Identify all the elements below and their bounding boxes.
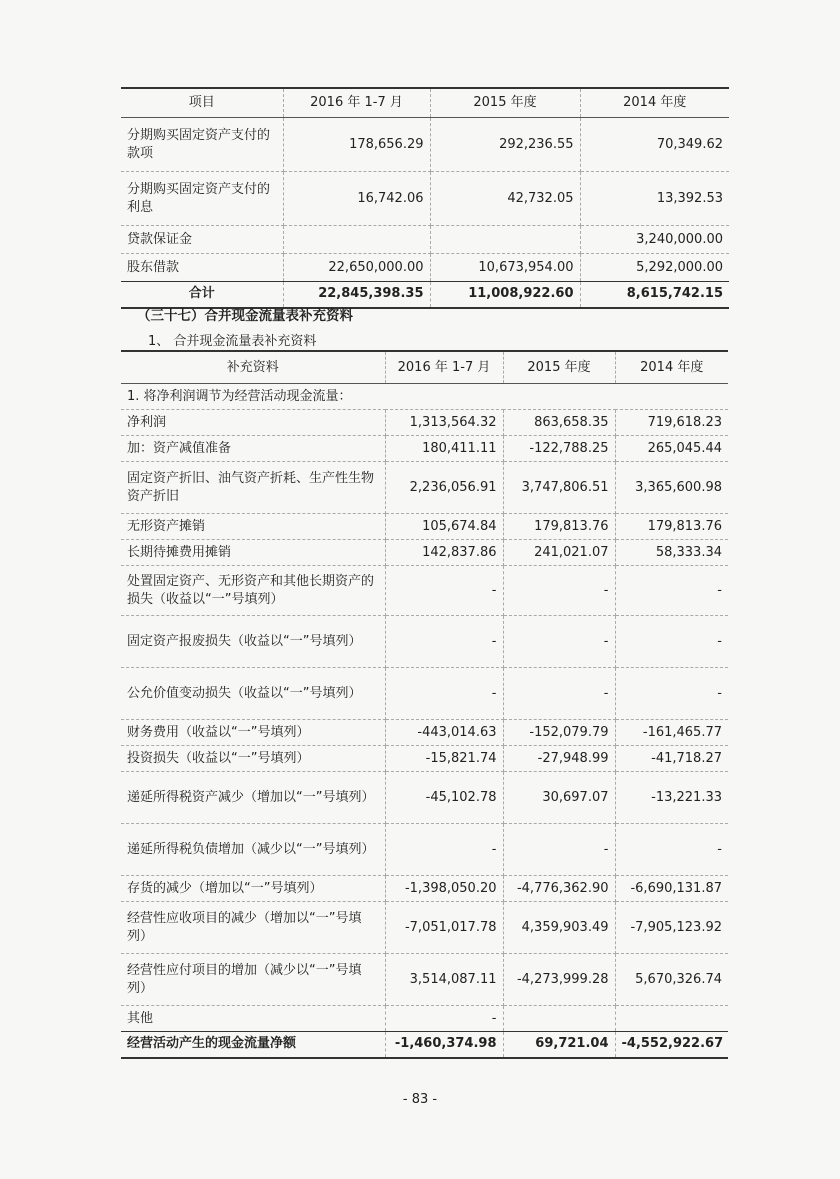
cell-value: 22,845,398.35 — [283, 282, 430, 308]
cell-value — [430, 226, 580, 254]
cell-value: 292,236.55 — [430, 118, 580, 172]
cell-value: - — [503, 566, 615, 616]
cell-value: - — [503, 616, 615, 668]
table-row — [121, 824, 728, 876]
table-row — [121, 746, 728, 772]
cell-value: 241,021.07 — [503, 540, 615, 566]
row-label: 分期购买固定资产支付的款项 — [121, 118, 283, 172]
table-row — [121, 226, 729, 254]
table-row — [121, 1006, 728, 1032]
row-label: 无形资产摊销 — [121, 514, 385, 540]
column-header: 2015 年度 — [503, 351, 615, 384]
cell-value: -15,821.74 — [385, 746, 503, 772]
cell-value: -1,398,050.20 — [385, 876, 503, 902]
cell-value: - — [385, 616, 503, 668]
cell-value: -41,718.27 — [615, 746, 728, 772]
column-header: 2014 年度 — [580, 88, 729, 118]
sub-heading: 1、 合并现金流量表补充资料 — [148, 334, 317, 349]
cell-value: 5,670,326.74 — [615, 954, 728, 1006]
column-header: 2015 年度 — [430, 88, 580, 118]
cell-value: 178,656.29 — [283, 118, 430, 172]
column-header: 2016 年 1-7 月 — [283, 88, 430, 118]
cell-value: 863,658.35 — [503, 410, 615, 436]
table-row — [121, 436, 728, 462]
cell-value: 10,673,954.00 — [430, 254, 580, 282]
cell-value: 179,813.76 — [615, 514, 728, 540]
cell-value: 179,813.76 — [503, 514, 615, 540]
cashflow-supplement-table — [121, 350, 728, 1059]
cell-value — [283, 226, 430, 254]
cell-value — [503, 1006, 615, 1032]
row-label: 经营性应付项目的增加（减少以“一”号填列） — [121, 954, 385, 1006]
section-row — [121, 384, 728, 410]
cell-value: - — [615, 616, 728, 668]
table-row — [121, 902, 728, 954]
cell-value: 3,365,600.98 — [615, 462, 728, 514]
cell-value: 42,732.05 — [430, 172, 580, 226]
cell-value: -443,014.63 — [385, 720, 503, 746]
column-header: 补充资料 — [121, 351, 385, 384]
cell-value: 8,615,742.15 — [580, 282, 729, 308]
cell-value: 22,650,000.00 — [283, 254, 430, 282]
table-row — [121, 954, 728, 1006]
cell-value: 142,837.86 — [385, 540, 503, 566]
cell-value: 4,359,903.49 — [503, 902, 615, 954]
cell-value: -6,690,131.87 — [615, 876, 728, 902]
cell-value: -122,788.25 — [503, 436, 615, 462]
row-label: 公允价值变动损失（收益以“一”号填列） — [121, 668, 385, 720]
page-number: - 83 - — [402, 1092, 438, 1107]
cell-value: 58,333.34 — [615, 540, 728, 566]
row-label: 固定资产报废损失（收益以“一”号填列） — [121, 616, 385, 668]
table-row — [121, 540, 728, 566]
row-label: 股东借款 — [121, 254, 283, 282]
row-label: 贷款保证金 — [121, 226, 283, 254]
table-row — [121, 876, 728, 902]
table-row — [121, 462, 728, 514]
cell-value: 16,742.06 — [283, 172, 430, 226]
cell-value: -27,948.99 — [503, 746, 615, 772]
section-label: 1. 将净利润调节为经营活动现金流量： — [121, 384, 728, 410]
cell-value: -152,079.79 — [503, 720, 615, 746]
row-label: 递延所得税资产减少（增加以“一”号填列） — [121, 772, 385, 824]
table-row — [121, 772, 728, 824]
cell-value: -13,221.33 — [615, 772, 728, 824]
table-header-row — [121, 351, 728, 384]
cell-value: 3,514,087.11 — [385, 954, 503, 1006]
cell-value: - — [503, 668, 615, 720]
table-row — [121, 514, 728, 540]
table-row — [121, 118, 729, 172]
cell-value: -7,051,017.78 — [385, 902, 503, 954]
column-header: 2016 年 1-7 月 — [385, 351, 503, 384]
table-row — [121, 172, 729, 226]
table-header-row — [121, 88, 729, 118]
table-row — [121, 410, 728, 436]
cell-value: -45,102.78 — [385, 772, 503, 824]
row-label: 财务费用（收益以“一”号填列） — [121, 720, 385, 746]
cell-value: 265,045.44 — [615, 436, 728, 462]
cell-value: - — [385, 824, 503, 876]
cell-value: 5,292,000.00 — [580, 254, 729, 282]
row-label: 递延所得税负债增加（减少以“一”号填列） — [121, 824, 385, 876]
cell-value: - — [385, 566, 503, 616]
row-label: 经营性应收项目的减少（增加以“一”号填列） — [121, 902, 385, 954]
column-header: 项目 — [121, 88, 283, 118]
row-label: 合计 — [121, 282, 283, 308]
cell-value: - — [615, 824, 728, 876]
row-label: 分期购买固定资产支付的利息 — [121, 172, 283, 226]
row-label: 投资损失（收益以“一”号填列） — [121, 746, 385, 772]
cell-value: -4,273,999.28 — [503, 954, 615, 1006]
cell-value: -4,776,362.90 — [503, 876, 615, 902]
cell-value: - — [615, 566, 728, 616]
column-header: 2014 年度 — [615, 351, 728, 384]
row-label: 固定资产折旧、油气资产折耗、生产性生物资产折旧 — [121, 462, 385, 514]
cell-value: 719,618.23 — [615, 410, 728, 436]
cell-value: 105,674.84 — [385, 514, 503, 540]
row-label: 经营活动产生的现金流量净额 — [121, 1032, 385, 1058]
cell-value: -7,905,123.92 — [615, 902, 728, 954]
table-row — [121, 668, 728, 720]
cell-value: 70,349.62 — [580, 118, 729, 172]
cell-value — [615, 1006, 728, 1032]
cell-value: -4,552,922.67 — [615, 1032, 728, 1058]
table-row — [121, 254, 729, 282]
cell-value: 69,721.04 — [503, 1032, 615, 1058]
table-row — [121, 616, 728, 668]
row-label: 其他 — [121, 1006, 385, 1032]
table-row — [121, 566, 728, 616]
row-label: 处置固定资产、无形资产和其他长期资产的损失（收益以“一”号填列） — [121, 566, 385, 616]
payments-table — [121, 87, 729, 309]
cell-value: - — [503, 824, 615, 876]
section-heading: （三十七）合并现金流量表补充资料 — [137, 308, 353, 324]
cell-value: 3,240,000.00 — [580, 226, 729, 254]
cell-value: - — [385, 668, 503, 720]
row-label: 净利润 — [121, 410, 385, 436]
row-label: 存货的减少（增加以“一”号填列） — [121, 876, 385, 902]
row-label: 长期待摊费用摊销 — [121, 540, 385, 566]
cell-value: 30,697.07 — [503, 772, 615, 824]
row-label: 加：资产减值准备 — [121, 436, 385, 462]
cell-value: 2,236,056.91 — [385, 462, 503, 514]
cell-value: 180,411.11 — [385, 436, 503, 462]
cell-value: 13,392.53 — [580, 172, 729, 226]
cell-value: 1,313,564.32 — [385, 410, 503, 436]
cell-value: 11,008,922.60 — [430, 282, 580, 308]
total-row — [121, 1032, 728, 1058]
cell-value: 3,747,806.51 — [503, 462, 615, 514]
cell-value: -1,460,374.98 — [385, 1032, 503, 1058]
cell-value: - — [615, 668, 728, 720]
table-row — [121, 720, 728, 746]
cell-value: - — [385, 1006, 503, 1032]
cell-value: -161,465.77 — [615, 720, 728, 746]
